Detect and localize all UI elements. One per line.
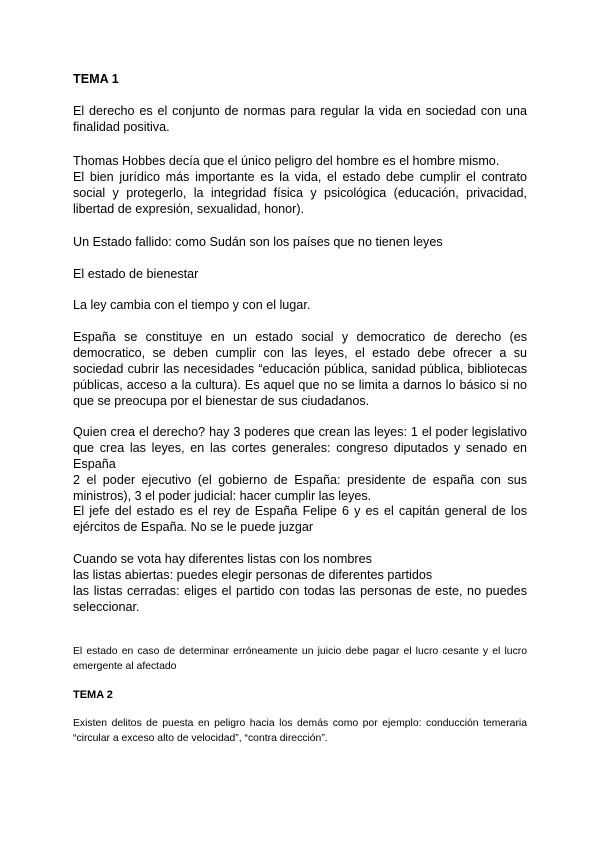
listas-cerradas-line: las listas cerradas: eliges el partido con todas las personas de este, no puedes seleccionar. xyxy=(73,584,527,614)
hobbes-line: Thomas Hobbes decía que el único peligro del hombre es el hombre mismo. xyxy=(73,154,500,168)
tema1-paragraph-hobbes xyxy=(73,153,527,217)
tema1-paragraph-bienestar: El estado de bienestar xyxy=(73,267,199,281)
poder-legislativo-line: Quien crea el derecho? hay 3 poderes que crean las leyes: 1 el poder legislativo que crea las leyes, en las cortes generales: congreso diputados y senado en España xyxy=(73,425,527,471)
tema1-paragraph-lucro: El estado en caso de determinar erróneamente un juicio debe pagar el lucro cesante y el lucro emergente al afectado xyxy=(73,646,527,672)
tema1-paragraph-estado-fallido: Un Estado fallido: como Sudán son los países que no tienen leyes xyxy=(73,235,443,249)
listas-abiertas-line: las listas abiertas: puedes elegir personas de diferentes partidos xyxy=(73,568,433,582)
tema1-paragraph-listas xyxy=(73,551,527,615)
tema1-paragraph-espana: España se constituye en un estado social y democratico de derecho (es democratico, se deben cumplir con las leyes, el estado debe ofrecer a su sociedad cubrir las necesidades “educación pública, sanidad pública, bibliotecas públicas, acceso a la cultura). Es aquel que no se limita a darnos lo básico si no que se preocupa por el bienestar de sus ciudadanos. xyxy=(73,330,527,408)
tema1-paragraph-ley-cambia: La ley cambia con el tiempo y con el lugar. xyxy=(73,298,311,312)
tema1-heading: TEMA 1 xyxy=(73,72,119,86)
tema1-paragraph-derecho: El derecho es el conjunto de normas para regular la vida en sociedad con una finalidad positiva. xyxy=(73,104,527,134)
listas-intro-line: Cuando se vota hay diferentes listas con los nombres xyxy=(73,552,372,566)
tema2-heading: TEMA 2 xyxy=(73,689,113,701)
tema2-paragraph-delitos: Existen delitos de puesta en peligro hacia los demás como por ejemplo: conducción temeraria “circular a exceso alto de velocidad”, “contra dirección”. xyxy=(73,718,527,744)
tema1-paragraph-poderes xyxy=(73,424,527,504)
tema1-paragraph-jefe-estado: El jefe del estado es el rey de España Felipe 6 y es el capitán general de los ejércitos de España. No se le puede juzgar xyxy=(73,504,527,534)
bien-juridico-line: El bien jurídico más importante es la vida, el estado debe cumplir el contrato social y protegerlo, la integridad física y psicológica (educación, privacidad, libertad de expresión, sexualidad, honor). xyxy=(73,170,527,216)
poder-ejecutivo-line: 2 el poder ejecutivo (el gobierno de España: presidente de españa con sus ministros), 3 el poder judicial: hacer cumplir las leyes. xyxy=(73,473,527,503)
